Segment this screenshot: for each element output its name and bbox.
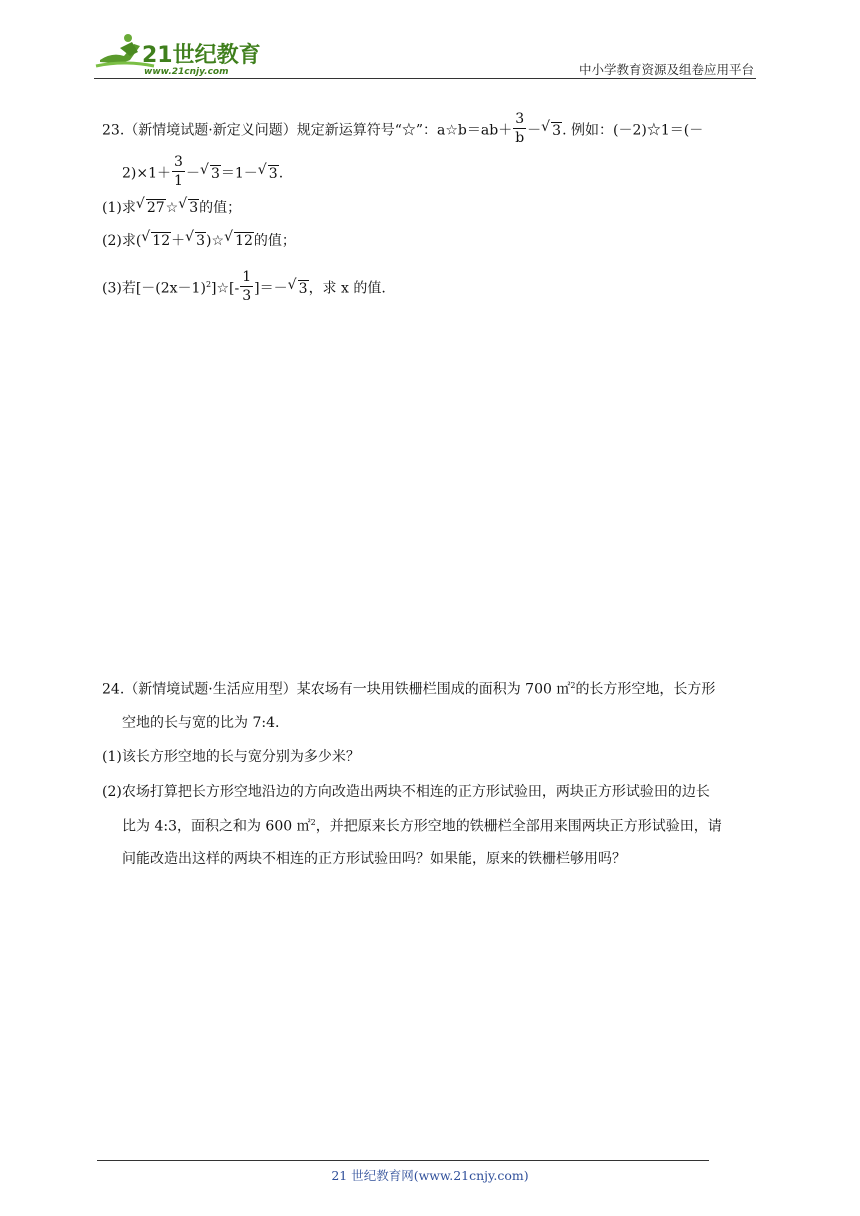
fraction-denominator: 3 (242, 287, 252, 304)
sqrt-expression (289, 280, 309, 297)
q23-part1 (102, 199, 241, 216)
q23-text: ]☆[- (211, 280, 240, 297)
sqrt-expression (201, 165, 221, 182)
q23-fraction (172, 155, 185, 188)
logo-main-text: 21世纪教育 (142, 43, 261, 68)
fraction-denominator: b (515, 129, 525, 146)
q24-text: ，并把原来长方形空地的铁栅栏全部用来围两块正方形试验田，请 (315, 818, 722, 835)
q24-text: 24.（新情境试题·生活应用型）某农场有一块用铁栅栏围成的面积为 700 ㎡ (102, 681, 571, 698)
fraction-numerator: 3 (513, 112, 526, 129)
radicand: 3 (268, 165, 278, 182)
sqrt-expression (542, 122, 562, 139)
runner-logo-icon (94, 30, 264, 78)
header-divider (94, 78, 756, 79)
sqrt-expression (137, 199, 166, 216)
q23-part3 (102, 269, 386, 305)
q23-text: － (527, 122, 542, 139)
q23-text: . (278, 165, 284, 182)
fraction-denominator: 1 (174, 172, 183, 189)
q24-text: 的长方形空地，长方形 (575, 681, 716, 698)
q24-part1: (1)该长方形空地的长与宽分别为多少米？ (102, 749, 360, 765)
sqrt-expression (179, 199, 199, 216)
q23-text: (1)求 (102, 200, 136, 216)
q23-text: . 例如：(－2)☆1＝(－ (562, 122, 704, 139)
footer-site-text: 21 世纪教育网(www.21cnjy.com) (331, 1168, 529, 1183)
sqrt-expression (225, 232, 254, 249)
q24-line2: 空地的长与宽的比为 7:4. (122, 715, 280, 731)
sqrt-expression (186, 232, 206, 249)
q23-text: 23.（新情境试题·新定义问题）规定新运算符号“☆”：a☆b＝ab＋ (102, 122, 513, 139)
radicand: 3 (552, 122, 562, 139)
q23-part2 (102, 232, 296, 249)
q23-text: ，求 x 的值. (308, 280, 386, 297)
footer-divider (97, 1160, 709, 1161)
q23-fraction (513, 112, 526, 145)
q23-text: ]＝－ (254, 280, 288, 297)
q24-text: 比为 4:3，面积之和为 600 ㎡ (122, 818, 311, 835)
fraction-numerator: 1 (242, 269, 252, 285)
q23-text: ＋ (171, 233, 186, 249)
logo-sub-text: www.21cnjy.com (144, 67, 229, 77)
q23-text: ＝1－ (220, 165, 258, 182)
q23-text: － (185, 165, 200, 182)
radicand: 3 (298, 280, 308, 297)
exponent: 2 (310, 818, 316, 827)
q23-text: )☆ (206, 233, 225, 249)
exponent: 2 (570, 681, 576, 690)
exponent: 2 (205, 280, 212, 290)
q23-text: (3)若[－(2x－1) (102, 280, 206, 297)
q23-text: ☆ (165, 200, 179, 216)
q24-line1 (102, 682, 715, 697)
site-logo (94, 30, 264, 78)
q24-part2-line2 (122, 819, 722, 834)
q24-part2-line1: (2)农场打算把长方形空地沿边的方向改造出两块不相连的正方形试验田，两块正方形试验田的边长 (102, 784, 710, 800)
q23-text: 2)×1＋ (122, 165, 172, 182)
sqrt-expression (259, 165, 279, 182)
radicand: 12 (152, 233, 171, 249)
header-platform-text: 中小学教育资源及组卷应用平台 (578, 62, 754, 77)
fraction-numerator: 3 (174, 154, 183, 170)
radicand: 3 (196, 233, 206, 249)
q23-text: 的值； (253, 233, 296, 249)
sqrt-expression (142, 232, 171, 249)
q23-text: 的值； (199, 200, 242, 216)
radicand: 12 (235, 233, 253, 249)
q23-line2 (122, 154, 284, 190)
radicand: 3 (210, 165, 220, 182)
q23-line1 (102, 111, 704, 147)
q24-part2-line3: 问能改造出这样的两块不相连的正方形试验田吗？如果能，原来的铁栅栏够用吗？ (122, 851, 626, 867)
q23-text: (2)求( (102, 233, 142, 249)
radicand: 27 (146, 200, 165, 216)
q23-fraction (240, 270, 253, 303)
radicand: 3 (189, 200, 199, 216)
